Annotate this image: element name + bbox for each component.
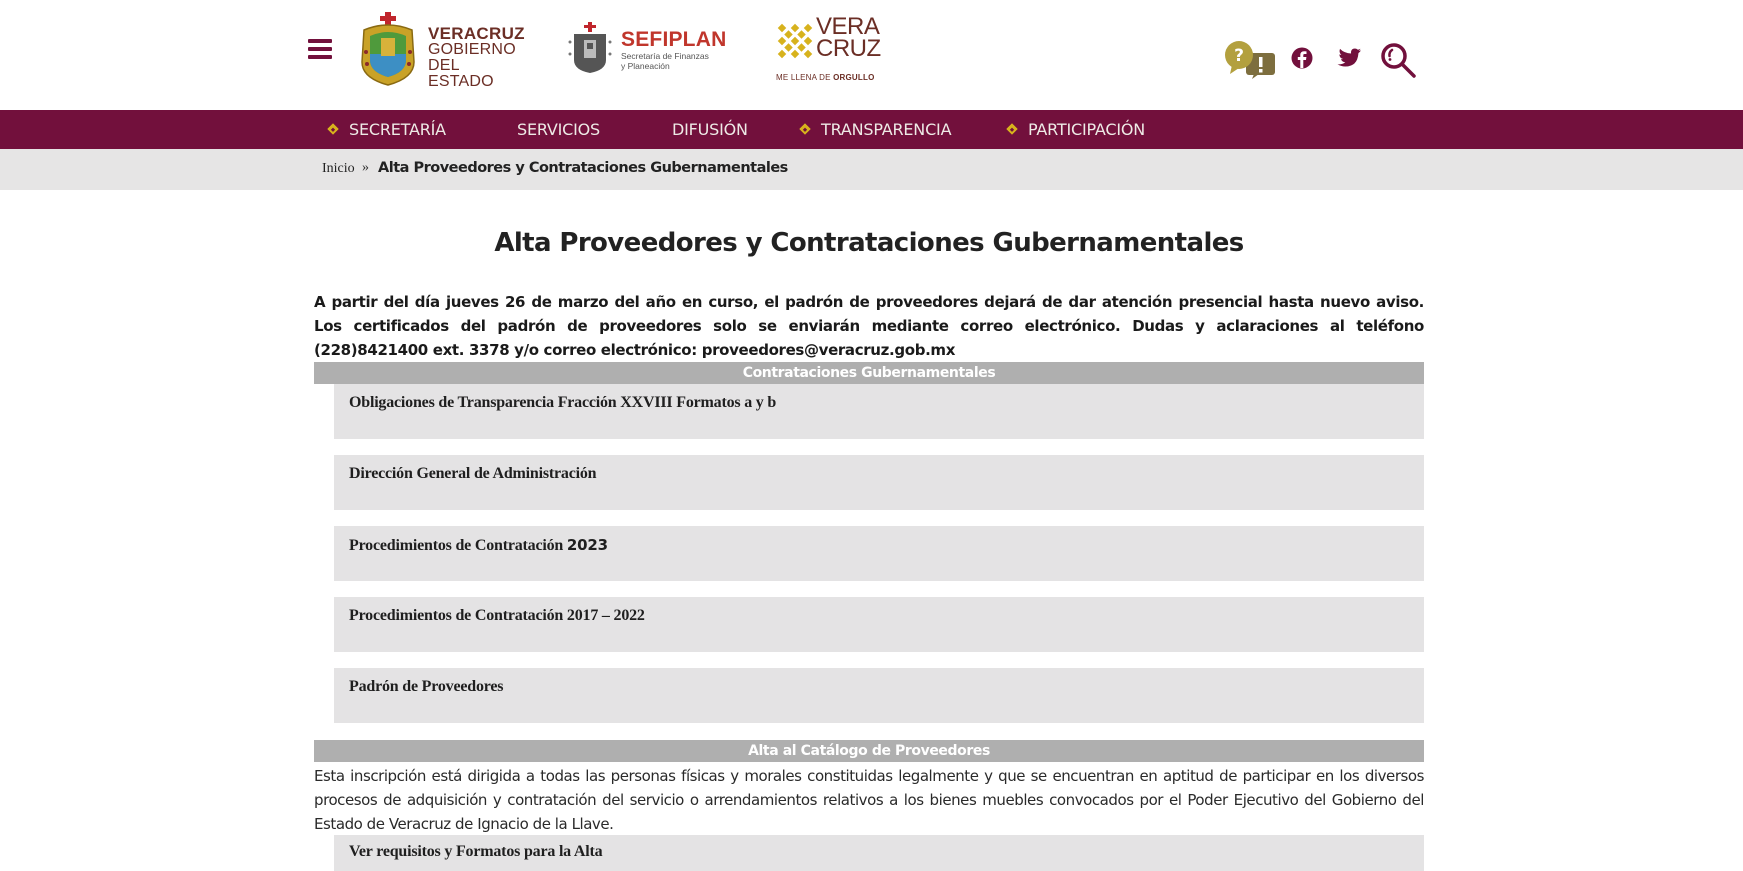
section-heading-contrataciones: Contrataciones Gubernamentales	[314, 362, 1424, 384]
svg-text:?: ?	[1234, 46, 1244, 66]
alta-description: Esta inscripción está dirigida a todas las personas físicas y morales constituidas legalmente y que se encuentran en aptitud de participar en los diversos procesos de adquisición y contratación del servicio o arrendamientos relativos a los bienes muebles convocados por el Poder Ejecutivo del Gobierno del Estado de Veracruz de Ignacio de la Llave.	[314, 767, 1424, 833]
nav-item-transparencia[interactable]: TRANSPARENCIA	[801, 110, 951, 149]
hamburger-menu-icon[interactable]	[308, 39, 332, 61]
search-icon[interactable]	[1380, 42, 1416, 78]
section-heading-alta-catalogo: Alta al Catálogo de Proveedores	[314, 740, 1424, 762]
site-header	[0, 0, 1743, 110]
link-direccion-general-administracion[interactable]: Dirección General de Administración	[334, 455, 1424, 510]
help-chat-icon[interactable]	[1224, 41, 1276, 79]
link-procedimientos-2017-2022[interactable]: Procedimientos de Contratación 2017 – 2022	[334, 597, 1424, 652]
breadcrumb-home-link[interactable]: Inicio	[322, 161, 355, 176]
nav-item-servicios[interactable]: SERVICIOS	[517, 120, 601, 139]
breadcrumb	[0, 149, 1743, 190]
vera-cruz-wordmark: VERA CRUZ	[816, 13, 881, 62]
veracruz-knot-pattern-icon	[776, 22, 814, 60]
gobierno-veracruz-logo[interactable]	[356, 12, 526, 90]
facebook-icon[interactable]	[1291, 47, 1313, 69]
veracruz-coat-of-arms-icon	[358, 12, 418, 86]
sefiplan-emblem-icon	[568, 22, 612, 74]
link-padron-proveedores[interactable]: Padrón de Proveedores	[334, 668, 1424, 723]
sefiplan-logo[interactable]: SEFIPLAN Secretaría de Finanzas y Planeación	[568, 20, 738, 75]
breadcrumb-current: Alta Proveedores y Contrataciones Gubernamentales	[378, 160, 788, 176]
link-procedimientos-2023[interactable]: Procedimientos de Contratación 2023	[334, 526, 1424, 581]
link-obligaciones-transparencia[interactable]: Obligaciones de Transparencia Fracción XXVIII Formatos a y b	[334, 384, 1424, 439]
logo-tagline: ME LLENA DE ORGULLO	[776, 73, 875, 82]
veracruz-me-llena-de-orgullo-logo[interactable]	[774, 13, 886, 84]
link-ver-requisitos[interactable]: Ver requisitos y Formatos para la Alta	[334, 835, 1424, 871]
twitter-icon[interactable]	[1337, 48, 1361, 68]
nav-item-difusion[interactable]: DIFUSIÓN	[672, 120, 748, 139]
gobierno-logo-text: VERACRUZ GOBIERNO DEL ESTADO	[428, 24, 525, 90]
submenu-diamond-icon	[799, 123, 810, 134]
nav-item-secretaria[interactable]: SECRETARÍA	[329, 110, 446, 149]
breadcrumb-separator: »	[362, 160, 369, 175]
page-title: Alta Proveedores y Contrataciones Gubernamentales	[494, 228, 1244, 258]
submenu-diamond-icon	[327, 123, 338, 134]
submenu-diamond-icon	[1006, 123, 1017, 134]
main-navigation	[0, 110, 1743, 149]
nav-item-participacion[interactable]: PARTICIPACIÓN	[1008, 110, 1145, 149]
notice-paragraph: A partir del día jueves 26 de marzo del año en curso, el padrón de proveedores dejará de dar atención presencial hasta nuevo aviso. Los certificados del padrón de proveedores solo se enviarán mediante correo electrónico. Dudas y aclaraciones al teléfono (228)8421400 ext. 3378 y/o correo electrónico: proveedores@veracruz.gob.mx	[314, 293, 1424, 359]
